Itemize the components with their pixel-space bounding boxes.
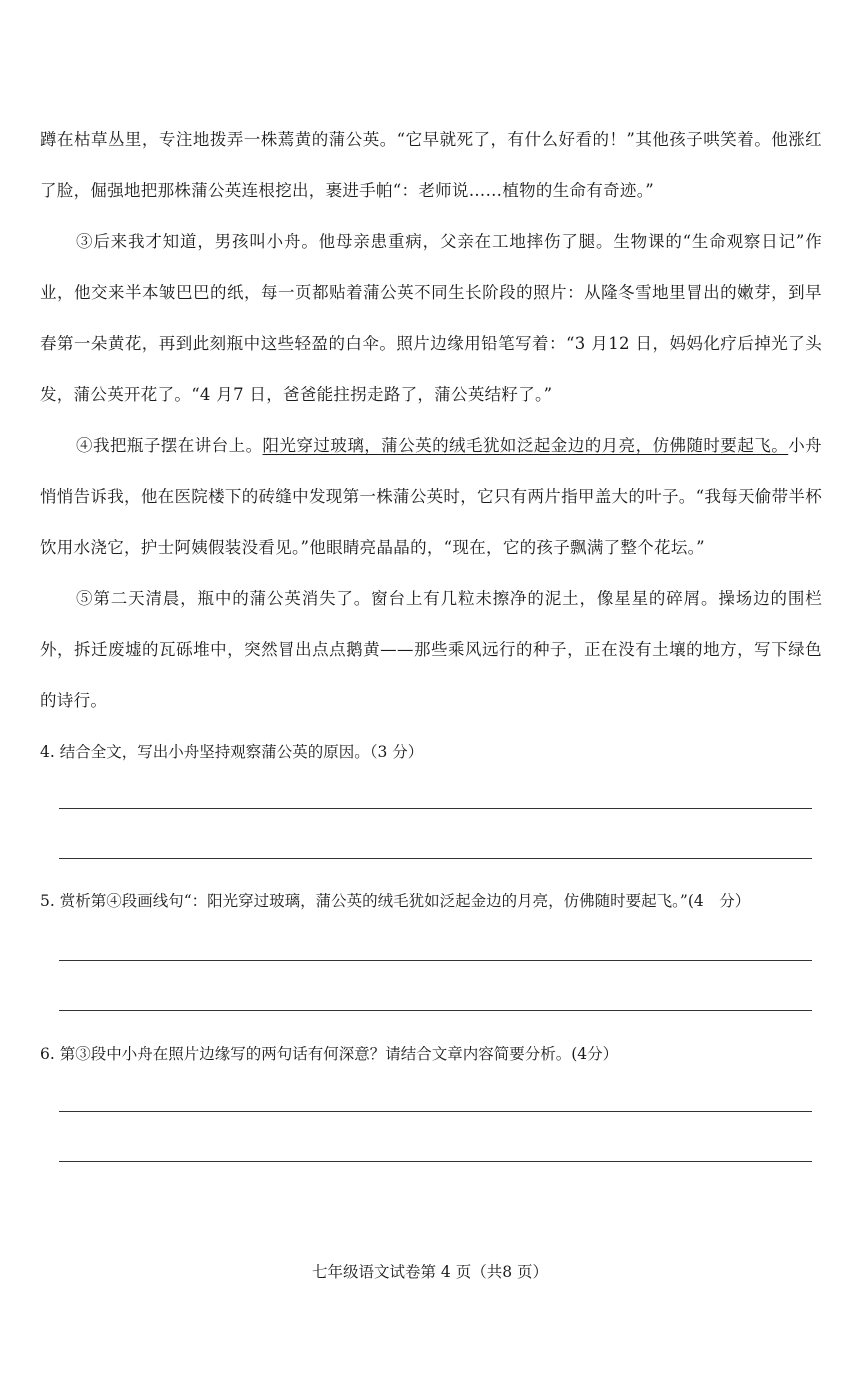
answer-line[interactable] [59, 1161, 812, 1162]
paragraph-4-rest: 小舟悄悄告诉我，他在医院楼下的砖缝中发现第一株蒲公英时，它只有两片指甲盖大的叶子。“我每天偷带半杯饮用水浇它，护士阿姨假装没看见。”他眼睛亮晶晶的，“现在，它的孩子飘满了整个花坛。” [40, 436, 822, 557]
page-footer: 七年级语文试卷第 4 页（共8 页） [311, 1263, 548, 1281]
underlined-sentence: 阳光穿过玻璃，蒲公英的绒毛犹如泛起金边的月亮，仿佛随时要起飞。 [262, 436, 789, 455]
paragraph-4-start: ④我把瓶子摆在讲台上。 [76, 436, 263, 455]
question-6: 6. 第③段中小舟在照片边缘写的两句话有何深意？请结合文章内容简要分析。(4分） [40, 1045, 619, 1063]
paragraph-4 [40, 420, 822, 573]
answer-line[interactable] [59, 1111, 812, 1112]
answer-line[interactable] [59, 960, 812, 961]
reading-passage [40, 114, 822, 726]
answer-line[interactable] [59, 858, 812, 859]
answer-line[interactable] [59, 1010, 812, 1011]
paragraph-5: ⑤第二天清晨，瓶中的蒲公英消失了。窗台上有几粒未擦净的泥土，像星星的碎屑。操场边的围栏外，拆迁废墟的瓦砾堆中，突然冒出点点鹅黄——那些乘风远行的种子，正在没有土壤的地方，写下绿色的诗行。 [40, 589, 822, 710]
paragraph-2-continuation: 蹲在枯草丛里，专注地拨弄一株蔫黄的蒲公英。“它早就死了，有什么好看的！”其他孩子哄笑着。他涨红了脸，倔强地把那株蒲公英连根挖出，裹进手帕“：老师说……植物的生命有奇迹。” [40, 130, 822, 200]
question-4: 4. 结合全文，写出小舟坚持观察蒲公英的原因。（3 分） [40, 743, 424, 761]
paragraph-3: ③后来我才知道，男孩叫小舟。他母亲患重病，父亲在工地摔伤了腿。生物课的“生命观察日记”作业，他交来半本皱巴巴的纸，每一页都贴着蒲公英不同生长阶段的照片：从隆冬雪地里冒出的嫩芽，到早春第一朵黄花，再到此刻瓶中这些轻盈的白伞。照片边缘用铅笔写着：“3 月12 日，妈妈化疗后掉光了头发，蒲公英开花了。“4 月7 日，爸爸能拄拐走路了，蒲公英结籽了。” [40, 232, 822, 404]
question-5: 5. 赏析第④段画线句“：阳光穿过玻璃，蒲公英的绒毛犹如泛起金边的月亮，仿佛随时要起飞。”(4 分） [40, 892, 751, 910]
answer-line[interactable] [59, 808, 812, 809]
